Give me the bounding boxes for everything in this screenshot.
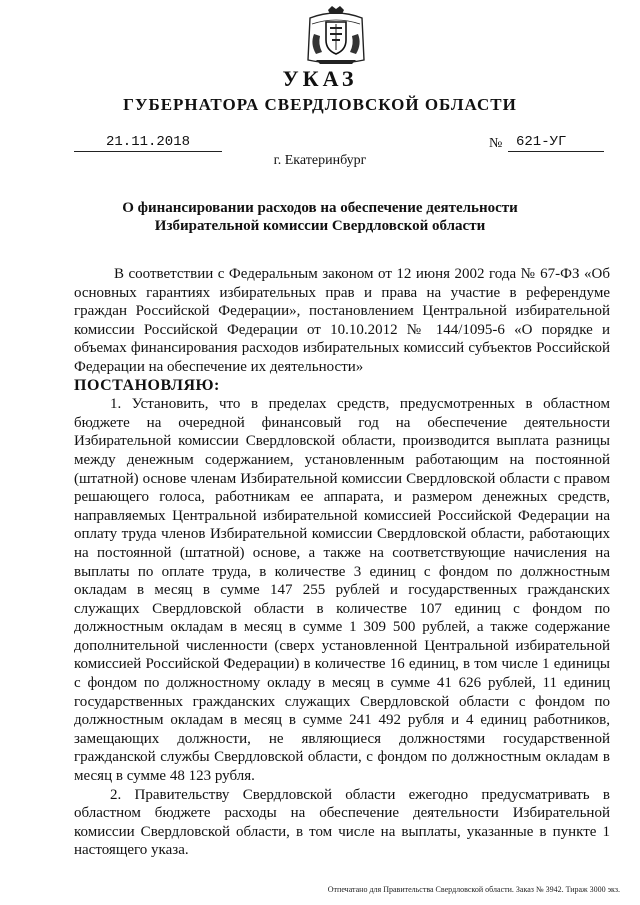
decree-keyword: ПОСТАНОВЛЯЮ: [74,376,220,394]
document-body [74,265,610,860]
issuer-title: ГУБЕРНАТОРА СВЕРДЛОВСКОЙ ОБЛАСТИ [123,95,517,114]
document-heading [80,199,560,235]
heading-line-1: О финансировании расходов на обеспечение деятельности [122,200,518,216]
print-note: Отпечатано для Правительства Свердловской области. Заказ № 3942. Тираж 3000 экз. [327,885,620,894]
number-label: № [489,136,503,151]
clause-1: 1. Установить, что в пределах средств, предусмотренных в областном бюджете на очередной финансовый год на обеспечение деятельности Избирательной комиссии Свердловской области, производится выплата разницы между денежным содержанием, установленным работающим на постоянной (штатной) основе членам Избирательной комиссии Свердловской области с правом решающего голоса, работникам ее аппарата, и размером денежных средств, направляемых Центральной избирательной комиссией Российской Федерации на оплату труда членов Избирательной комиссии Свердловской области, работающих на постоянной (штатной) основе, а также на соответствующие начисления на выплаты по оплате труда, в количестве 3 единиц с фондом по должностным окладам в месяц в сумме 147 255 рублей и государственных гражданских служащих Свердловской области в количестве 107 единиц с фондом по должностным окладам в месяц в сумме 1 309 500 рублей, а также содержание дополнительной численности (сверх установленной Центральной избирательной комиссией Российской Федерации) в количестве 16 единиц, в том числе 1 единицы с фондом по должностному окладу в месяц в сумме 41 626 рублей, 11 единиц государственных гражданских служащих Свердловской области с фондом по должностным окладам в месяц в сумме 241 492 рубля и 4 единиц работников, замещающих должности, не являющиеся должностями государственной гражданской службы Свердловской области, с фондом по должностным окладам в месяц в сумме 48 123 рубля. [74,396,610,785]
heading-line-2: Избирательной комиссии Свердловской области [154,218,486,234]
intro-paragraph: В соответствии с Федеральным законом от 12 июня 2002 года № 67-ФЗ «Об основных гарантиях избирательных прав и права на участие в референдуме граждан Российской Федерации», постановлением Центральной избирательной комиссии Российской Федерации от 10.10.2012 № 144/1095-6 «О порядке и объемах финансирования расходов избирательных комиссий субъектов Российской Федерации на обеспечение их деятельности» [74,266,610,375]
coat-of-arms-icon [302,4,370,68]
document-date: 21.11.2018 [74,133,222,152]
clause-2: 2. Правительству Свердловской области ежегодно предусматривать в областном бюджете расходы на обеспечение деятельности Избирательной комиссии Свердловской области, в том числе на выплаты, указанные в пункте 1 настоящего указа. [74,786,610,859]
document-type-title: УКАЗ [282,66,358,91]
issue-city: г. Екатеринбург [273,153,367,168]
document-number: 621-УГ [508,133,604,152]
